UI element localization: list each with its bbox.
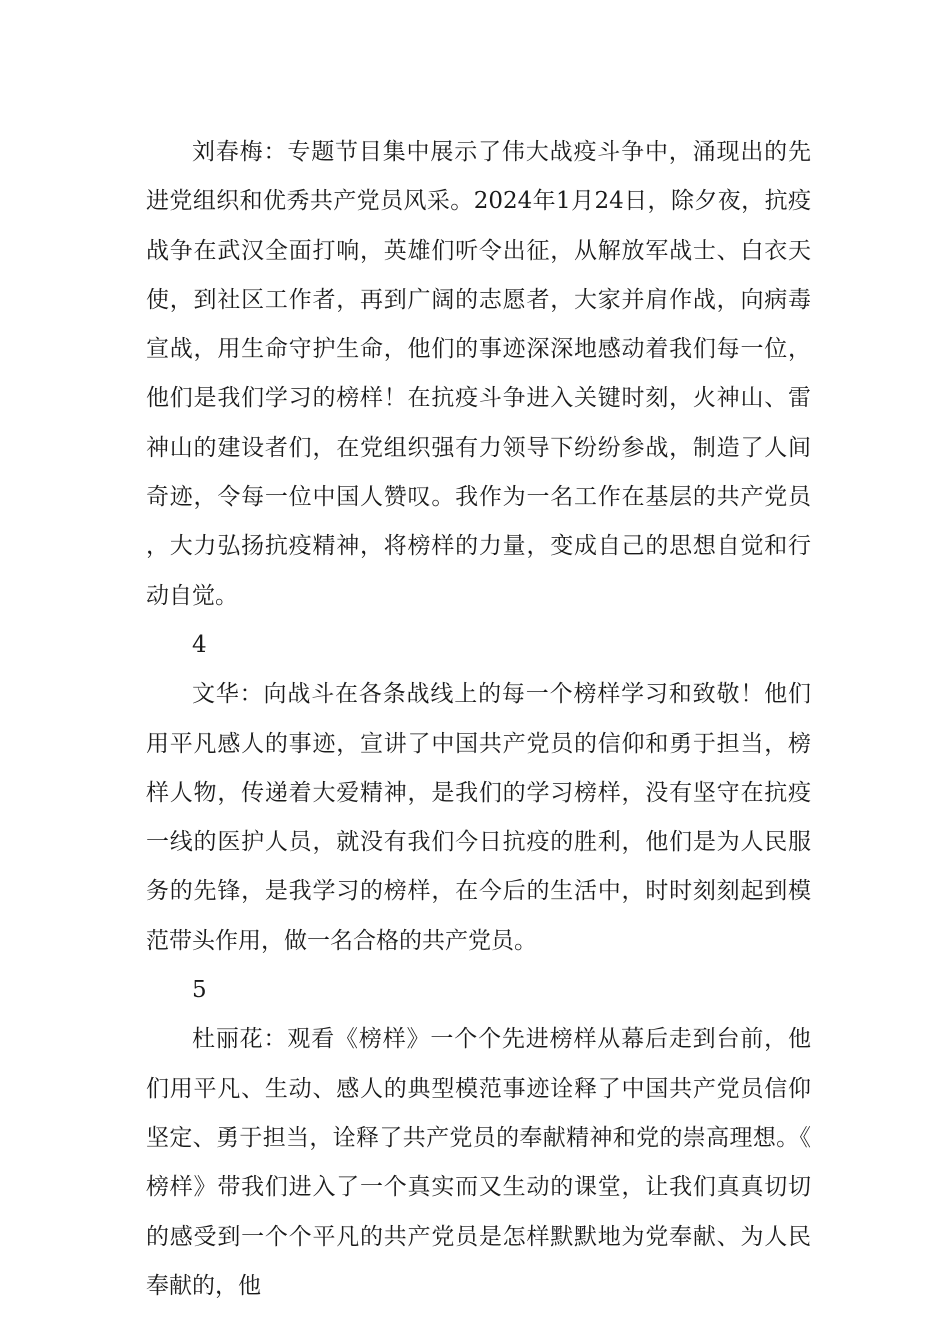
paragraph-wen-hua: 文华：向战斗在各条战线上的每一个榜样学习和致敬！他们用平凡感人的事迹，宣讲了中国共产党员的信仰和勇于担当，榜样人物，传递着大爱精神，是我们的学习榜样，没有坚守在抗疫一线的医护人员，就没有我们今日抗疫的胜利，他们是为人民服务的先锋，是我学习的榜样，在今后的生活中，时时刻刻起到模范带头作用，做一名合格的共产党员。 bbox=[146, 681, 811, 954]
paragraph-liu-chunmei: 刘春梅：专题节目集中展示了伟大战疫斗争中，涌现出的先进党组织和优秀共产党员风采。2024年1月24日，除夕夜，抗疫战争在武汉全面打响，英雄们听令出征，从解放军战士、白衣天使，到社区工作者，再到广阔的志愿者，大家并肩作战，向病毒宣战，用生命守护生命，他们的事迹深深地感动着我们每一位，他们是我们学习的榜样！在抗疫斗争进入关键时刻，火神山、雷神山的建设者们，在党组织强有力领导下纷纷参战，制造了人间奇迹，令每一位中国人赞叹。我作为一名工作在基层的共产党员，大力弘扬抗疫精神，将榜样的力量，变成自己的思想自觉和行动自觉。 bbox=[146, 139, 811, 609]
document-body bbox=[146, 128, 811, 1311]
section-number-4: 4 bbox=[192, 631, 207, 658]
section-number-5: 5 bbox=[192, 977, 207, 1004]
paragraph-du-lihua: 杜丽花：观看《榜样》一个个先进榜样从幕后走到台前，他们用平凡、生动、感人的典型模范事迹诠释了中国共产党员信仰坚定、勇于担当，诠释了共产党员的奉献精神和党的崇高理想。《榜样》带我们进入了一个真实而又生动的课堂，让我们真真切切的感受到一个个平凡的共产党员是怎样默默地为党奉献、为人民奉献的，他 bbox=[146, 1026, 811, 1299]
